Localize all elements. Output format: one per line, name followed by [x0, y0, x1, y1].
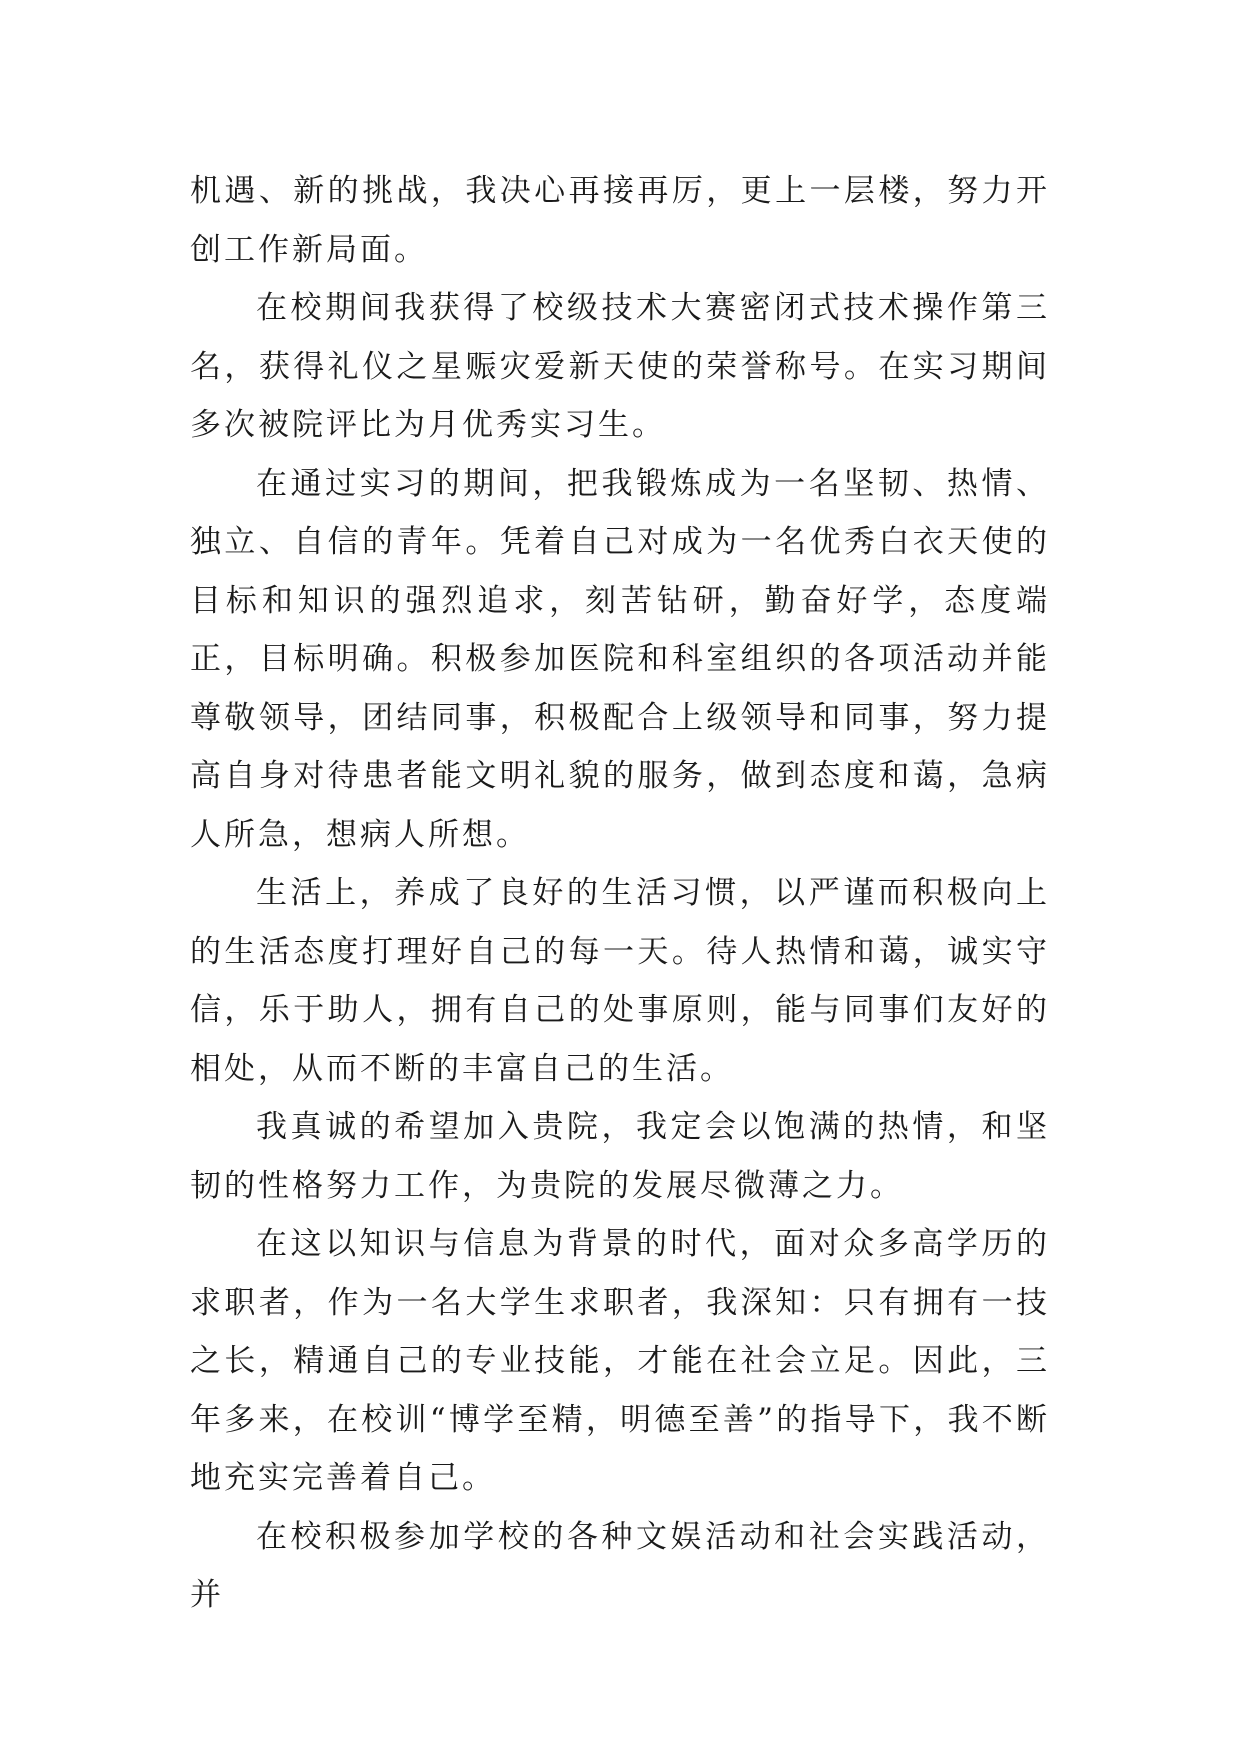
paragraph-1: 机遇、新的挑战，我决心再接再厉，更上一层楼，努力开创工作新局面。 — [190, 173, 1050, 268]
paragraph-3: 在通过实习的期间，把我锻炼成为一名坚韧、热情、独立、自信的青年。凭着自己对成为一名优秀白衣天使的目标和知识的强烈追求，刻苦钻研，勤奋好学，态度端正，目标明确。积极参加医院和科室组织的各项活动并能尊敬领导，团结同事，积极配合上级领导和同事，努力提高自身对待患者能文明礼貌的服务，做到态度和蔼，急病人所急，想病人所想。 — [190, 465, 1050, 853]
paragraph-4: 生活上，养成了良好的生活习惯，以严谨而积极向上的生活态度打理好自己的每一天。待人热情和蔼，诚实守信，乐于助人，拥有自己的处事原则，能与同事们友好的相处，从而不断的丰富自己的生活。 — [190, 875, 1050, 1087]
paragraph-2: 在校期间我获得了校级技术大赛密闭式技术操作第三名，获得礼仪之星赈灾爱新天使的荣誉称号。在实习期间多次被院评比为月优秀实习生。 — [190, 290, 1050, 443]
paragraph-5: 我真诚的希望加入贵院，我定会以饱满的热情，和坚韧的性格努力工作，为贵院的发展尽微薄之力。 — [190, 1109, 1050, 1204]
paragraph-7: 在校积极参加学校的各种文娱活动和社会实践活动，并 — [190, 1518, 1050, 1613]
document-body — [190, 162, 1050, 1625]
paragraph-6: 在这以知识与信息为背景的时代，面对众多高学历的求职者，作为一名大学生求职者，我深知：只有拥有一技之长，精通自己的专业技能，才能在社会立足。因此，三年多来，在校训“博学至精，明德至善”的指导下，我不断地充实完善着自己。 — [190, 1226, 1050, 1496]
